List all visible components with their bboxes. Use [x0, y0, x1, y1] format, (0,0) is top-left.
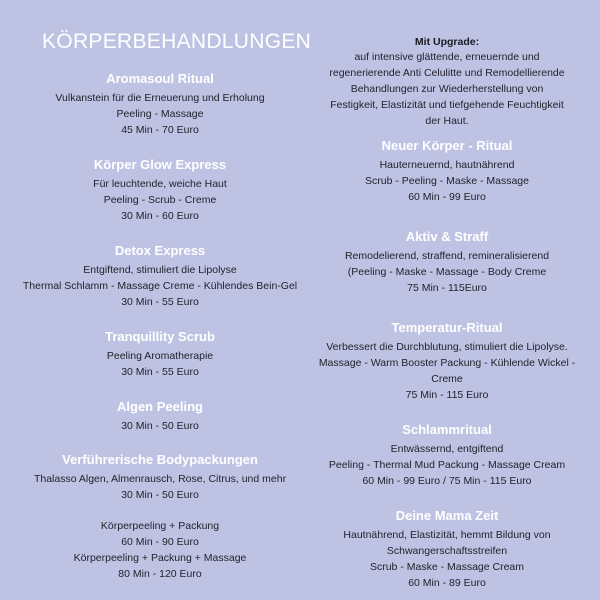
treatment-price: 30 Min - 50 Euro: [121, 489, 199, 501]
treatment-description: Vulkanstein für die Erneuerung und Erholung: [55, 92, 265, 104]
treatment-title: Detox Express: [114, 243, 206, 258]
treatment-description: Entgiftend, stimuliert die Lipolyse: [83, 264, 237, 276]
treatment-title: Temperatur-Ritual: [391, 320, 503, 335]
treatment-steps: Thermal Schlamm - Massage Creme - Kühlendes Bein-Gel: [22, 280, 298, 292]
treatment-description: Für leuchtende, weiche Haut: [93, 178, 227, 190]
treatment-algen-peeling: [10, 398, 310, 434]
treatment-steps: Peeling - Thermal Mud Packung - Massage Cream: [328, 459, 566, 471]
treatment-aktiv-straff: [297, 228, 597, 296]
treatment-title: Schlammritual: [402, 422, 492, 437]
treatment-combo: [10, 518, 310, 582]
treatment-title: Tranquillity Scrub: [105, 329, 215, 344]
treatment-price: 75 Min - 115Euro: [407, 282, 487, 294]
treatment-title: Deine Mama Zeit: [395, 508, 499, 523]
treatment-price: 45 Min - 70 Euro: [121, 124, 199, 136]
page-title: KÖRPERBEHANDLUNGEN: [42, 30, 312, 53]
combo-price: 80 Min - 120 Euro: [118, 568, 202, 580]
treatment-price: 30 Min - 50 Euro: [121, 420, 199, 432]
treatment-temperatur-ritual: [297, 319, 597, 403]
treatment-steps: Peeling - Massage: [116, 108, 204, 120]
treatment-price: 60 Min - 89 Euro: [408, 577, 486, 589]
treatment-description: Remodelierend, straffend, remineralisierend: [344, 250, 550, 262]
treatment-detox-express: [10, 242, 310, 310]
treatment-steps: Scrub - Peeling - Maske - Massage: [365, 175, 529, 187]
upgrade-line: Behandlungen zur Wiederherstellung von: [350, 83, 544, 95]
treatment-price: 60 Min - 99 Euro / 75 Min - 115 Euro: [362, 475, 532, 487]
treatment-steps: Scrub - Maske - Massage Cream: [369, 561, 525, 573]
treatment-price: 60 Min - 99 Euro: [408, 191, 486, 203]
treatment-bodypackungen: [10, 451, 310, 503]
combo-price: 60 Min - 90 Euro: [121, 536, 199, 548]
treatment-steps: Peeling - Scrub - Creme: [103, 194, 217, 206]
treatment-price: 75 Min - 115 Euro: [405, 389, 489, 401]
treatment-title: Körper Glow Express: [93, 157, 227, 172]
upgrade-line: Festigkeit, Elastizität und tiefgehende Feuchtigkeit: [330, 99, 564, 111]
treatment-description: Verbessert die Durchblutung, stimuliert die Lipolyse.: [326, 341, 568, 353]
treatment-steps: (Peeling - Maske - Massage - Body Creme: [347, 266, 547, 278]
treatment-description: Entwässernd, entgiftend: [390, 443, 504, 455]
treatment-description: Schwangerschaftsstreifen: [386, 545, 508, 557]
treatment-price: 30 Min - 55 Euro: [121, 296, 199, 308]
treatment-description: Thalasso Algen, Almenrausch, Rose, Citrus, und mehr: [33, 473, 287, 485]
treatment-tranquillity-scrub: [10, 328, 310, 380]
treatment-title: Algen Peeling: [117, 399, 203, 414]
treatment-mama-zeit: [297, 507, 597, 591]
treatment-aromasoul: [10, 70, 310, 138]
treatment-glow-express: [10, 156, 310, 224]
treatment-price: 30 Min - 60 Euro: [121, 210, 199, 222]
treatment-title: Aromasoul Ritual: [106, 71, 214, 86]
treatment-description: Hauterneuernd, hautnährend: [379, 159, 515, 171]
treatment-schlammritual: [297, 421, 597, 489]
treatment-title: Verführerische Bodypackungen: [62, 452, 258, 467]
treatment-steps: Creme: [431, 373, 463, 385]
treatment-price: 30 Min - 55 Euro: [121, 366, 199, 378]
combo-name: Körperpeeling + Packung + Massage: [73, 552, 247, 564]
treatment-steps: Massage - Warm Booster Packung - Kühlende Wickel -: [318, 357, 576, 369]
upgrade-line: der Haut.: [425, 115, 469, 127]
upgrade-line: auf intensive glättende, erneuernde und: [354, 51, 540, 63]
upgrade-title: Mit Upgrade:: [414, 36, 480, 48]
treatment-title: Aktiv & Straff: [405, 229, 489, 244]
treatment-neuer-koerper: [297, 137, 597, 205]
treatment-title: Neuer Körper - Ritual: [381, 138, 513, 153]
treatment-description: Hautnährend, Elastizität, hemmt Bildung von: [343, 529, 551, 541]
combo-name: Körperpeeling + Packung: [100, 520, 220, 532]
treatment-description: Peeling Aromatherapie: [106, 350, 214, 362]
upgrade-note: [297, 35, 597, 129]
upgrade-line: regenerierende Anti Celulitte und Remodellierende: [329, 67, 565, 79]
